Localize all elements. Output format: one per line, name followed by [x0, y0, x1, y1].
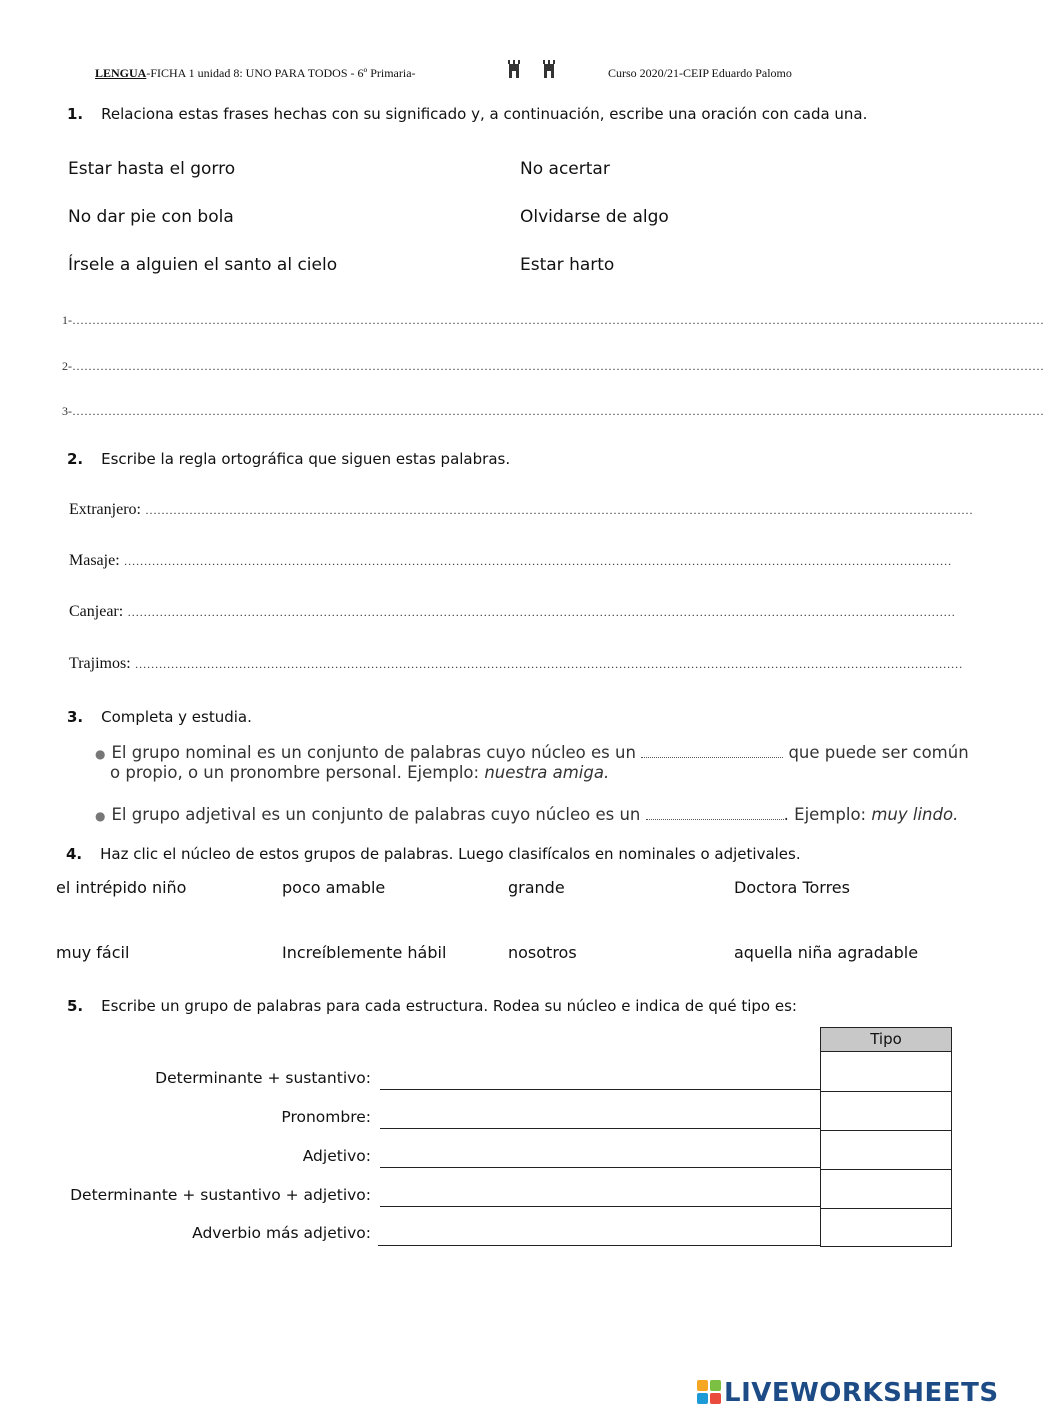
word-group[interactable]: poco amable — [282, 878, 386, 897]
castle-icon — [507, 58, 557, 84]
question-text: Relaciona estas frases hechas con su significado y, a continuación, escribe una oración con cada una. — [101, 105, 868, 123]
liveworksheets-brand: LIVEWORKSHEETS — [724, 1378, 999, 1408]
header-subject: LENGUA — [95, 66, 147, 80]
phrase-right-1[interactable]: No acertar — [520, 159, 610, 179]
rule-word: Canjear: — [69, 603, 124, 620]
rule-row-extranjero — [69, 501, 973, 519]
rule-answer-field[interactable]: ……………………………………………………………………………………………………………………………………………………………………………………… — [134, 657, 963, 671]
bullet-text: o propio, o un pronombre personal. Ejemplo: — [110, 763, 480, 782]
question-4 — [66, 845, 801, 863]
word-group[interactable]: el intrépido niño — [56, 878, 187, 897]
structure-label: Adjetivo: — [302, 1147, 371, 1165]
question-number: 2. — [67, 450, 84, 468]
word-group[interactable]: grande — [508, 878, 565, 897]
bullet-example: nuestra amiga. — [484, 763, 610, 782]
bullet-nominal — [95, 743, 969, 762]
answer-line-number: 1- — [62, 313, 72, 327]
answer-line-1[interactable]: 1-……………………………………………………………………………………………………………………………………………………………………………………………………………………… — [62, 313, 1044, 327]
structure-answer-line[interactable] — [380, 1167, 820, 1168]
bullet-adjetival — [95, 805, 958, 824]
tipo-cell[interactable] — [821, 1130, 951, 1169]
phrase-right-3[interactable]: Estar harto — [520, 255, 615, 275]
rule-answer-field[interactable]: ……………………………………………………………………………………………………………………………………………………………………………………… — [127, 605, 956, 619]
question-text: Escribe la regla ortográfica que siguen estas palabras. — [101, 450, 511, 468]
bullet-nominal-line2 — [110, 763, 609, 782]
liveworksheets-logo-icon — [697, 1380, 721, 1404]
question-1 — [67, 105, 867, 123]
tipo-cell[interactable] — [821, 1208, 951, 1247]
bullet-dot-icon: ● — [95, 809, 106, 823]
word-group[interactable]: muy fácil — [56, 943, 130, 962]
tipo-column — [820, 1027, 952, 1247]
structure-label: Adverbio más adjetivo: — [192, 1224, 371, 1242]
tipo-header: Tipo — [821, 1028, 951, 1052]
bullet-text: El grupo adjetival es un conjunto de palabras cuyo núcleo es un — [111, 805, 641, 824]
answer-line-number: 2- — [62, 359, 72, 373]
phrase-left-1[interactable]: Estar hasta el gorro — [68, 159, 236, 179]
bullet-text: . Ejemplo: — [783, 805, 867, 824]
rule-word: Masaje: — [69, 552, 120, 569]
structure-answer-line[interactable] — [378, 1245, 820, 1246]
tipo-cell[interactable] — [821, 1091, 951, 1130]
question-number: 4. — [66, 845, 83, 863]
structure-label: Determinante + sustantivo: — [155, 1069, 371, 1087]
word-group[interactable]: Doctora Torres — [734, 878, 850, 897]
question-number: 1. — [67, 105, 84, 123]
rule-word: Trajimos: — [69, 655, 131, 672]
header-unit-title: -FICHA 1 unidad 8: UNO PARA TODOS - 6º Primaria- — [146, 66, 416, 80]
tipo-cell[interactable] — [821, 1169, 951, 1208]
question-text: Haz clic el núcleo de estos grupos de palabras. Luego clasifícalos en nominales o adjetivales. — [100, 845, 801, 863]
question-5 — [67, 997, 797, 1015]
word-group[interactable]: aquella niña agradable — [734, 943, 919, 962]
phrase-left-3[interactable]: Írsele a alguien el santo al cielo — [68, 255, 338, 275]
structure-answer-line[interactable] — [380, 1089, 820, 1090]
header-course: Curso 2020/21-CEIP Eduardo Palomo — [608, 66, 792, 80]
rule-word: Extranjero: — [69, 501, 141, 518]
bullet-text: El grupo nominal es un conjunto de palabras cuyo núcleo es un — [111, 743, 636, 762]
question-text: Completa y estudia. — [101, 708, 252, 726]
phrase-right-2[interactable]: Olvidarse de algo — [520, 207, 669, 227]
question-3 — [67, 708, 252, 726]
bullet-text: que puede ser común — [788, 743, 969, 762]
question-number: 5. — [67, 997, 84, 1015]
answer-line-number: 3- — [62, 404, 72, 418]
phrase-left-2[interactable]: No dar pie con bola — [68, 207, 234, 227]
rule-row-trajimos — [69, 655, 963, 673]
rule-answer-field[interactable]: ……………………………………………………………………………………………………………………………………………………………………………………… — [123, 554, 952, 568]
header-title — [95, 66, 416, 81]
blank-field-adjetival[interactable] — [646, 807, 784, 820]
word-group[interactable]: nosotros — [508, 943, 577, 962]
question-text: Escribe un grupo de palabras para cada estructura. Rodea su núcleo e indica de qué tipo es: — [101, 997, 797, 1015]
word-group[interactable]: Increíblemente hábil — [282, 943, 447, 962]
blank-field-nominal[interactable] — [641, 745, 783, 758]
question-number: 3. — [67, 708, 84, 726]
answer-line-2[interactable]: 2-……………………………………………………………………………………………………………………………………………………………………………………………………………………… — [62, 359, 1044, 373]
answer-line-3[interactable]: 3-……………………………………………………………………………………………………………………………………………………………………………………………………………………… — [62, 404, 1044, 418]
structure-label: Pronombre: — [281, 1108, 371, 1126]
rule-row-masaje — [69, 552, 952, 570]
tipo-cell[interactable] — [821, 1052, 951, 1091]
structure-answer-line[interactable] — [380, 1128, 820, 1129]
rule-row-canjear — [69, 603, 956, 621]
question-2 — [67, 450, 510, 468]
bullet-dot-icon: ● — [95, 747, 106, 761]
structure-answer-line[interactable] — [380, 1206, 820, 1207]
liveworksheets-logo — [697, 1378, 999, 1408]
structure-label: Determinante + sustantivo + adjetivo: — [70, 1186, 371, 1204]
rule-answer-field[interactable]: ……………………………………………………………………………………………………………………………………………………………………………………… — [144, 503, 973, 517]
bullet-example: muy lindo. — [871, 805, 959, 824]
